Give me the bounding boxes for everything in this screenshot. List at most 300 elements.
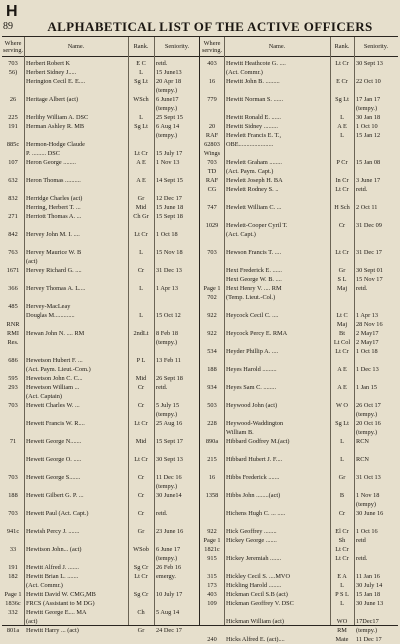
name-cell: Hext Frederick E. ...... [226,267,282,274]
name-cell: Hervey John M. I. .... [26,231,80,238]
where-serving-cell: 534 [207,348,217,355]
rank-cell: Gr [137,195,145,202]
seniority-cell: 15 July 17 [156,150,183,157]
officer-row [2,329,398,338]
where-serving-cell: 941c [6,528,20,535]
seniority-cell: 20 Oct 16 [356,420,381,427]
name-cell: Douglas M............. [26,312,75,319]
rank-cell: P L [136,357,146,364]
officer-row [2,239,398,248]
name-cell: Hewson Francis T. .... [226,249,282,256]
name-cell: Herington Cecil E. E.... [26,78,86,85]
where-serving-cell: 686 [8,357,18,364]
col-header-rank-left: Rank. [128,37,154,57]
where-serving-cell: 703 [8,474,18,481]
name-cell: Hermon-Hodge Claude [26,141,85,148]
officer-row [2,599,398,608]
name-cell: FRCS (Assistant to M DG) [26,600,95,607]
seniority-cell: 13 Feb 11 [156,357,181,364]
seniority-cell: 6 Aug 14 [156,123,180,130]
name-cell: Hickey Jeremiah ....... [226,555,282,562]
where-serving-cell: 16 [208,78,216,85]
seniority-cell: 30 Sept 01 [356,267,383,274]
seniority-cell: 6 June17 [156,96,179,103]
name-cell: Hervey Maurice W. B [26,249,82,256]
officer-row [2,365,398,374]
rank-cell: Lt Cr [335,186,349,193]
officer-row [2,284,398,293]
officer-row [2,248,398,257]
name-cell: (Act. Captain) [26,393,63,400]
page-number: 89 [3,21,13,32]
officers-table [2,36,398,643]
where-serving-cell: 1671 [6,267,20,274]
officer-row [2,311,398,320]
name-cell: Hickey George ....... [226,537,277,544]
rank-cell: Lt Cr [335,60,349,67]
officer-row [2,428,398,437]
name-cell: Hewett Gilbert G. P. ... [26,492,84,499]
where-serving-cell: 1821c [204,546,220,553]
officer-row [2,482,398,491]
officer-row [2,176,398,185]
where-serving-cell: 485 [8,303,18,310]
officer-row [2,572,398,581]
seniority-cell: retd. [356,285,368,292]
where-serving-cell: 332 [8,609,18,616]
name-cell: Hickman Cecil S.B (act) [226,591,288,598]
officer-row [2,257,398,266]
where-serving-cell: 366 [8,285,18,292]
officer-row [2,131,398,140]
officer-row [2,392,398,401]
name-cell: (Act. Commr.) [26,582,63,589]
where-serving-cell: 1836c [5,600,21,607]
name-cell: (act) [26,618,38,625]
name-cell: Hewitt David W. CMG,MB [26,591,96,598]
name-cell: Hewitt Harry ... (act) [26,627,79,634]
seniority-cell: 30 June14 [156,492,182,499]
seniority-cell: 3 June 17 [356,177,381,184]
seniority-cell: emergy. [156,573,176,580]
name-cell: Hewlett Graham ........ [226,159,282,166]
officer-row [2,140,398,149]
where-serving-cell: 922 [207,330,217,337]
rank-cell: Mate [335,636,349,643]
name-cell: Hewish Percy J. ....... [26,528,80,535]
rank-cell: L [139,312,143,319]
seniority-cell: 30 Jan 18 [356,114,381,121]
col-header-where-right: Where serving. [200,37,224,57]
officer-row [2,401,398,410]
name-cell: Hewitt Brian L. ....... [26,573,79,580]
name-cell: William B. [226,429,254,436]
where-serving-cell: 315 [207,573,217,580]
where-serving-cell: 1029 [205,222,219,229]
rank-cell: Cr [137,492,145,499]
where-serving-cell: 182 [8,573,18,580]
where-serving-cell: 747 [207,204,217,211]
rank-cell: WSob [133,546,149,553]
name-cell: Heyes Sam C. ........ [226,384,277,391]
rank-cell: Gr [137,627,145,634]
col-header-seniority-left: Seniority. [154,37,200,57]
seniority-cell: (tempy.) [356,627,378,634]
seniority-cell: 11 Dec 17 [356,636,382,643]
name-cell: Hewett Paul (Act. Capt.) [26,510,89,517]
name-cell: Hickling Harold ........ [226,582,282,589]
seniority-cell: 1 Oct 16 [356,528,378,535]
officer-row [2,518,398,527]
where-serving-cell: CG [207,186,217,193]
rank-cell: In Cr [335,177,349,184]
seniority-cell: 31 Dec 09 [356,222,382,229]
name-cell: Hewlett Francis E. T., [226,132,282,139]
rank-cell: Lt Cr [134,573,148,580]
seniority-cell: 26 Sept 18 [156,375,183,382]
rank-cell: Maj [336,321,348,328]
rank-cell: Maj [336,285,348,292]
seniority-cell: (tempy.) [156,105,178,112]
seniority-cell: 5 July 15 [156,402,180,409]
rank-cell: S L [337,276,347,283]
where-serving-cell: 228 [207,420,217,427]
rank-cell: A E [337,123,347,130]
rank-cell: Cr [137,384,145,391]
seniority-cell: 23 June 16 [156,528,184,535]
officer-row [2,77,398,86]
officer-row [2,554,398,563]
name-cell: Heyes Harold ......... [226,366,277,373]
rank-cell: W O [336,402,348,409]
officer-row [2,203,398,212]
seniority-cell: RCN [356,438,369,445]
where-serving-cell: 271 [8,213,18,220]
seniority-cell: 15 Oct 12 [156,312,181,319]
seniority-cell: 22 Oct 10 [356,78,381,85]
name-cell: Herridge Charles (act) [26,195,83,202]
name-cell: Hewitt Norman S. ...... [226,96,284,103]
seniority-cell: 25 Aug 16 [156,420,183,427]
rank-cell: Lt Cr [134,150,148,157]
name-cell: Heritage Albert (act) [26,96,79,103]
where-serving-cell: 922 [207,528,217,535]
name-cell: Hewitson John... (act) [26,546,82,553]
officer-row [2,149,398,158]
rank-cell: L [139,249,143,256]
where-serving-cell: 16 [208,474,216,481]
name-cell: P. ......... DSC [26,150,60,157]
name-cell: Hewitt Heathcote G. .... [226,60,286,67]
officer-row [2,635,398,644]
name-cell: Herbert Robert K [26,60,71,67]
seniority-cell: 17 Jan 17 [356,96,381,103]
officer-row [2,104,398,113]
name-cell: Heycock Cecil C. .... [226,312,279,319]
seniority-cell: 17Dec17 [356,618,379,625]
rank-cell: Sg Lt [335,420,349,427]
where-serving-cell: RMI [7,330,19,337]
where-serving-cell: 842 [8,231,18,238]
seniority-cell: 15 June 18 [156,204,184,211]
officer-row [2,230,398,239]
seniority-cell: retd [356,537,366,544]
rank-cell: B [339,492,345,499]
rank-cell: L [139,114,143,121]
rank-cell: Ch Gr [133,213,149,220]
name-cell: Hewett Francis W. R.... [26,420,85,427]
officer-row [2,590,398,599]
name-cell: Hervey-MacLeay [26,303,71,310]
rank-cell: Cr [338,222,346,229]
seniority-cell: retd. [156,510,168,517]
where-serving-cell: 595 [8,375,18,382]
seniority-cell: 30 July 14 [356,582,383,589]
name-cell: Herring, Herbert T. ... [26,204,81,211]
seniority-cell: 5 Aug 14 [156,609,180,616]
name-cell: OBE...................... [226,141,274,148]
rank-cell: P Cr [336,159,348,166]
rank-cell: Cr [137,474,145,481]
name-cell: Hickman Geoffrey V. DSC [226,600,294,607]
name-cell: Hibbard Godfrey M.(act) [226,438,290,445]
col-header-seniority-right: Seniority. [354,37,398,57]
name-cell: (act) [26,258,38,265]
name-cell: (Act. Commr.) [226,69,263,76]
col-header-name-right: Name. [224,37,330,57]
seniority-cell: 15 Sept 18 [156,213,183,220]
where-serving-cell: 703 [207,159,217,166]
where-serving-cell: 225 [8,114,18,121]
section-letter: H [6,3,18,20]
rank-cell: Lt Cr [335,555,349,562]
where-serving-cell: 801a [6,627,20,634]
seniority-cell: 1 Nov 13 [156,159,180,166]
seniority-cell: 30 Sept 13 [356,60,383,67]
seniority-cell: 15 Nov 18 [156,249,183,256]
seniority-cell: 15 Nov 17 [356,276,383,283]
name-cell: (Act. Capt.) [226,231,256,238]
rank-cell: E C [136,60,146,67]
seniority-cell: 20 Apr 18 [156,78,182,85]
rank-cell: L [340,114,344,121]
rank-cell: Mid [135,375,147,382]
officer-row [2,374,398,383]
rank-cell: 2ndLt [133,330,149,337]
name-cell: (Act. Paym. Lieut.-Com.) [26,366,91,373]
name-cell: (Act. Paym. Capt.) [226,168,274,175]
where-serving-cell: 403 [207,591,217,598]
where-serving-cell: 240 [207,636,217,643]
officer-row [2,464,398,473]
where-serving-cell: 173 [207,582,217,589]
seniority-cell: (tempy.) [156,411,178,418]
rank-cell: Lt Cr [335,546,349,553]
seniority-cell: retd. [356,186,368,193]
where-serving-cell: 107 [8,159,18,166]
where-serving-cell: Res. [7,339,19,346]
col-header-where-left: Where serving. [2,37,24,57]
seniority-cell: 15 Jan 18 [356,591,381,598]
officer-row [2,221,398,230]
seniority-cell: (tempy.) [156,483,178,490]
seniority-cell: 8 Feb 18 [156,330,179,337]
where-serving-cell: 703 [8,510,18,517]
officer-row [2,122,398,131]
rank-cell: Mid [135,438,147,445]
officer-row [2,275,398,284]
rank-cell: Lt Cr [134,231,148,238]
seniority-cell: 1 Apr 13 [156,285,179,292]
where-serving-cell: 1358 [205,492,219,499]
where-serving-cell: 188 [207,366,217,373]
where-serving-cell: Wings [203,150,221,157]
name-cell: Hewlett William C. ... [226,204,282,211]
seniority-cell: 1 Oct 18 [156,231,178,238]
where-serving-cell: Page 1 [203,537,221,544]
officer-row [2,158,398,167]
where-serving-cell: 832 [8,195,18,202]
where-serving-cell: 109 [207,600,217,607]
rank-cell: L [340,600,344,607]
where-serving-cell: 293 [8,384,18,391]
rank-cell: Gr [137,528,145,535]
officer-row [2,563,398,572]
rank-cell: A E [337,366,347,373]
officer-row [2,86,398,95]
rank-cell: Lt Cr [134,456,148,463]
name-cell: Hewitt George E.... MA [26,609,87,616]
name-cell: Heyder Phillip A. .... [226,348,279,355]
rank-cell: Mid [135,204,147,211]
name-cell: Heron Thomas .......... [26,177,81,184]
officer-row [2,581,398,590]
seniority-cell: 30 June 13 [356,600,384,607]
seniority-cell: (tempy) [356,501,376,508]
seniority-cell: (tempy.) [156,555,178,562]
rank-cell: RM [337,627,347,634]
name-cell: (Temp. Lieut.-Col.) [226,294,276,301]
officer-row [2,626,398,635]
rank-cell: Cr [137,402,145,409]
officer-row [2,617,398,626]
officer-row [2,167,398,176]
name-cell: Heycock Percy E. RMA [226,330,288,337]
officer-row [2,527,398,536]
officer-row [2,446,398,455]
rank-cell: Lt Col [333,339,351,346]
seniority-cell: 14 Sept 15 [156,177,183,184]
rank-cell: Ch [137,609,145,616]
officer-row [2,491,398,500]
where-serving-cell: RNR [6,321,20,328]
seniority-cell: (tempy.) [156,339,178,346]
rank-cell: A E [337,384,347,391]
name-cell: Hext George W. B. .... [226,276,282,283]
name-cell: Hewetson William ... [26,384,80,391]
rank-cell: E Cr [336,78,348,85]
officer-row [2,293,398,302]
where-serving-cell: 33 [9,546,17,553]
seniority-cell: 15 June13 [156,69,182,76]
where-serving-cell: 403 [207,60,217,67]
officer-row [2,347,398,356]
rank-cell: Sg Lt [335,96,349,103]
officer-row [2,545,398,554]
officer-row [2,410,398,419]
seniority-cell: (tempy.) [356,411,378,418]
seniority-cell: RCN [356,456,369,463]
officer-row [2,59,398,68]
rank-cell: E A [337,573,347,580]
seniority-cell: 12 Dec 17 [156,195,182,202]
where-serving-cell: 915 [207,555,217,562]
officer-row [2,509,398,518]
name-cell: Hewett George O. ..... [26,456,82,463]
rank-cell: WSch [133,96,149,103]
seniority-cell: (tempy.) [356,105,378,112]
where-serving-cell: 702 [207,294,217,301]
officer-row [2,500,398,509]
name-cell: Hichens Hugh C. ... ..... [226,510,286,517]
name-cell: Hewan John N. .... RM [26,330,85,337]
officer-row [2,536,398,545]
where-serving-cell: 890a [205,438,219,445]
where-serving-cell: 62803 [204,141,220,148]
officer-row [2,356,398,365]
seniority-cell: 30 June 16 [356,510,384,517]
name-cell: Hibbs Frederick ....... [226,474,280,481]
seniority-cell: 26 Feb 16 [156,564,182,571]
where-serving-cell: 922 [207,312,217,319]
rank-cell: Gr [338,474,346,481]
where-serving-cell: TD [207,168,217,175]
where-serving-cell: 703 [207,249,217,256]
where-serving-cell: 632 [8,177,18,184]
name-cell: Hewett Charles W. ... [26,402,80,409]
officer-row [2,455,398,464]
name-cell: Hewetson John C. C... [26,375,83,382]
seniority-cell: retd. [156,384,168,391]
officer-row [2,437,398,446]
rank-cell: A E [136,177,146,184]
page-title: ALPHABETICAL LIST OF THE ACTIVE OFFICERS [47,19,373,34]
rank-cell: Sg Lt [134,78,148,85]
rank-cell: Gr [338,267,346,274]
rank-cell: Lt C [336,312,348,319]
seniority-cell: 15 Jan 12 [356,132,381,139]
seniority-cell: 30 Sept 13 [156,456,183,463]
where-serving-cell: Page 1 [203,285,221,292]
seniority-cell: 31 Oct 13 [356,474,381,481]
officer-row [2,68,398,77]
name-cell: Heywood John (act) [226,402,278,409]
rank-cell: L [340,456,344,463]
rank-cell: L [340,438,344,445]
where-serving-cell: 703 [8,402,18,409]
name-cell: Hewetson Hubert F. ... [26,357,83,364]
seniority-cell: 1 Oct 10 [356,123,378,130]
where-serving-cell: 20 [208,123,216,130]
rank-cell: Lt Cr [134,420,148,427]
rank-cell: El Cr [335,528,349,535]
name-cell: Hervey Richard G. .... [26,267,82,274]
seniority-cell: 25 Sept 15 [156,114,183,121]
where-serving-cell: RAF [205,177,219,184]
rank-cell: Cr [137,510,145,517]
name-cell: Herman Ashley R. MB [26,123,85,130]
name-cell: Hick Geoffrey ........ [226,528,277,535]
